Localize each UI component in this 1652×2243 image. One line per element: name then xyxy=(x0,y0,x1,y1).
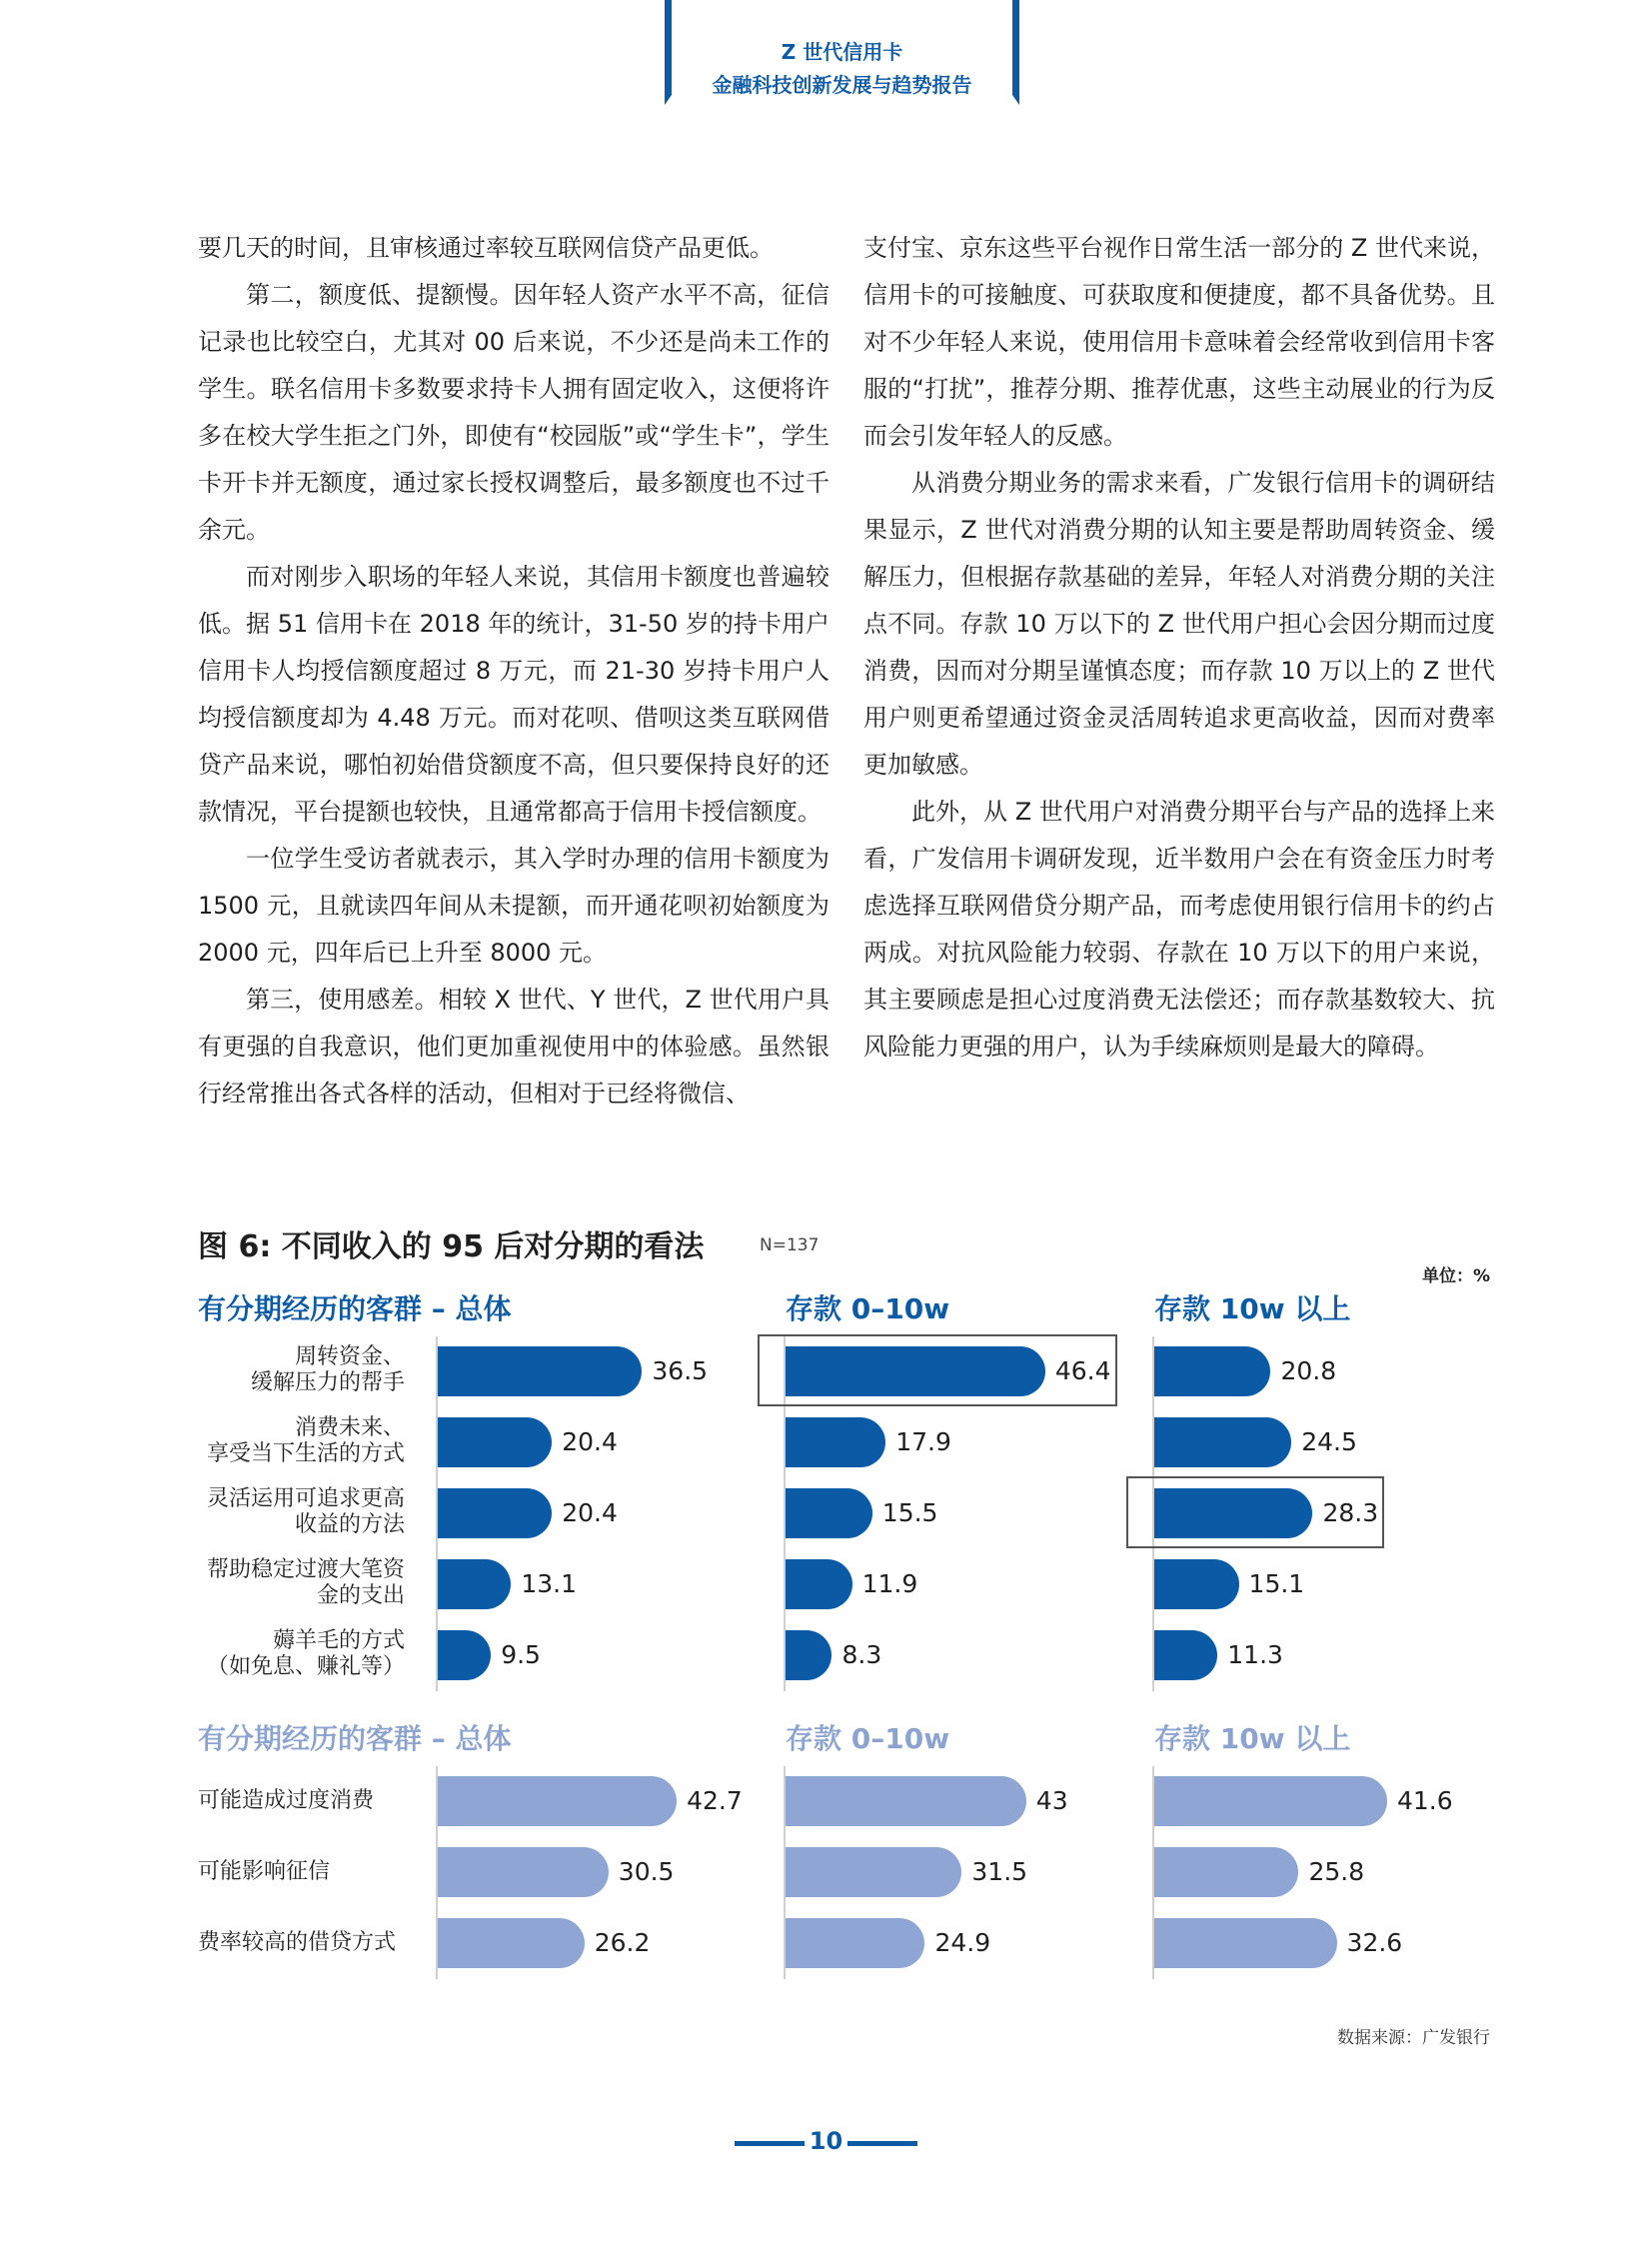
paragraph: 此外，从 Z 世代用户对消费分期平台与产品的选择上来看，广发信用卡调研发现，近半数用户会在有资金压力时考虑选择互联网借贷分期产品，而考虑使用银行信用卡的约占两成。对抗风险能力较弱、存款在 10 万以下的用户来说，其主要顾虑是担心过度消费无法偿还；而存款基数较大、抗风险能力更强的用户，认为手续麻烦则是最大的障碍。 xyxy=(863,798,1495,1061)
category-label-line: 享受当下生活的方式 xyxy=(206,1441,405,1466)
series-title: 存款 0–10w xyxy=(786,1722,950,1755)
data-label: 20.8 xyxy=(1280,1356,1337,1385)
bar xyxy=(438,1847,609,1897)
bar xyxy=(438,1918,585,1968)
bar xyxy=(786,1417,885,1467)
highlight-box xyxy=(1126,1476,1384,1548)
data-label: 24.5 xyxy=(1301,1427,1357,1456)
bar xyxy=(786,1776,1026,1826)
series-title: 存款 10w 以上 xyxy=(1154,1722,1351,1755)
category-label: 可能造成过度消费 xyxy=(198,1788,375,1813)
bar xyxy=(786,1488,872,1538)
bar xyxy=(1154,1918,1337,1968)
data-label: 15.1 xyxy=(1248,1569,1305,1598)
category-label-line: 薅羊毛的方式 xyxy=(272,1628,405,1653)
highlight-box xyxy=(758,1334,1117,1406)
bar xyxy=(1154,1847,1298,1897)
bar xyxy=(438,1776,677,1826)
category-label-line: 周转资金、 xyxy=(294,1344,405,1369)
data-label: 20.4 xyxy=(562,1427,618,1456)
data-label: 13.1 xyxy=(521,1569,578,1598)
header-tab-corner-left xyxy=(665,95,672,105)
category-label-line: 缓解压力的帮手 xyxy=(250,1370,405,1395)
bar xyxy=(438,1630,491,1680)
figure-title: 图 6: 不同收入的 95 后对分期的看法 xyxy=(198,1229,705,1264)
bar xyxy=(438,1346,642,1396)
data-label: 30.5 xyxy=(618,1857,675,1886)
category-label-line: （如免息、赚礼等） xyxy=(206,1654,405,1679)
data-label: 26.2 xyxy=(594,1928,651,1957)
data-label: 8.3 xyxy=(841,1640,882,1669)
bar xyxy=(1154,1776,1387,1826)
figure-sample-size: N=137 xyxy=(760,1235,820,1255)
category-label xyxy=(205,1628,405,1680)
left-text-column xyxy=(198,225,829,1118)
header-tab-corner-right xyxy=(1012,95,1019,105)
category-label-line: 消费未来、 xyxy=(294,1415,405,1440)
data-label: 11.3 xyxy=(1227,1640,1283,1669)
paragraph: 第二，额度低、提额慢。因年轻人资产水平不高，征信记录也比较空白，尤其对 00 后来说，不少还是尚未工作的学生。联名信用卡多数要求持卡人拥有固定收入，这便将许多在校大学生拒之门外，即使有“校园版”或“学生卡”，学生卡开卡并无额度，通过家长授权调整后，最多额度也不过千余元。 xyxy=(198,281,829,544)
data-label: 32.6 xyxy=(1346,1928,1403,1957)
series-title: 存款 10w 以上 xyxy=(1154,1292,1351,1325)
category-label-line: 灵活运用可追求更高 xyxy=(206,1486,405,1511)
data-label: 43 xyxy=(1035,1786,1068,1815)
bar xyxy=(786,1559,852,1609)
category-label xyxy=(205,1557,405,1609)
bar xyxy=(786,1847,961,1897)
paragraph: 第三，使用感差。相较 X 世代、Y 世代，Z 世代用户具有更强的自我意识，他们更加重视使用中的体验感。虽然银行经常推出各式各样的活动，但相对于已经将微信、 xyxy=(198,986,829,1108)
data-label: 9.5 xyxy=(501,1640,541,1669)
header-title: Z 世代信用卡 xyxy=(781,40,903,64)
data-label: 24.9 xyxy=(934,1928,991,1957)
paragraph: 要几天的时间，且审核通过率较互联网信贷产品更低。 xyxy=(198,234,774,262)
right-text-column xyxy=(863,225,1495,1071)
series-title: 有分期经历的客群 – 总体 xyxy=(198,1722,512,1755)
bar xyxy=(1154,1346,1270,1396)
bar xyxy=(438,1417,552,1467)
paragraph: 一位学生受访者就表示，其入学时办理的信用卡额度为 1500 元，且就读四年间从未提额，而开通花呗初始额度为 2000 元，四年后已上升至 8000 元。 xyxy=(198,845,829,967)
category-label-line: 帮助稳定过渡大笔资 xyxy=(206,1557,405,1582)
bar xyxy=(1154,1630,1217,1680)
category-label-line: 金的支出 xyxy=(316,1583,405,1608)
bar xyxy=(786,1630,831,1680)
data-label: 46.4 xyxy=(1054,1356,1111,1385)
data-label: 36.5 xyxy=(652,1356,709,1385)
data-label: 11.9 xyxy=(861,1569,918,1598)
bar xyxy=(1154,1417,1291,1467)
data-label: 15.5 xyxy=(881,1498,938,1527)
figure-unit: 单位：% xyxy=(1421,1266,1490,1286)
bar xyxy=(786,1918,924,1968)
bar xyxy=(438,1488,552,1538)
data-label: 17.9 xyxy=(895,1427,951,1456)
category-label xyxy=(205,1344,405,1396)
figure-source: 数据来源：广发银行 xyxy=(1337,2028,1490,2048)
paragraph: 支付宝、京东这些平台视作日常生活一部分的 Z 世代来说，信用卡的可接触度、可获取度和便捷度，都不具备优势。且对不少年轻人来说，使用信用卡意味着会经常收到信用卡客服的“打扰”，推荐分期、推荐优惠，这些主动展业的行为反而会引发年轻人的反感。 xyxy=(863,234,1495,450)
category-label: 费率较高的借贷方式 xyxy=(198,1930,397,1955)
data-label: 25.8 xyxy=(1308,1857,1365,1886)
category-label: 可能影响征信 xyxy=(198,1859,331,1884)
data-label: 28.3 xyxy=(1322,1498,1379,1527)
page-number: 10 xyxy=(809,2127,843,2155)
data-label: 31.5 xyxy=(971,1857,1028,1886)
paragraph: 而对刚步入职场的年轻人来说，其信用卡额度也普遍较低。据 51 信用卡在 2018 年的统计，31-50 岁的持卡用户信用卡人均授信额度超过 8 万元，而 21-30 岁持卡用户人均授信额度却为 4.48 万元。而对花呗、借呗这类互联网借贷产品来说，哪怕初始借贷额度不高，但只要保持良好的还款情况，平台提额也较快，且通常都高于信用卡授信额度。 xyxy=(198,563,829,826)
category-label xyxy=(205,1486,405,1538)
header-subtitle: 金融科技创新发展与趋势报告 xyxy=(712,73,972,97)
data-label: 41.6 xyxy=(1396,1786,1453,1815)
data-label: 42.7 xyxy=(687,1786,743,1815)
bar xyxy=(438,1559,511,1609)
bar xyxy=(1154,1559,1239,1609)
category-label xyxy=(205,1415,405,1467)
series-title: 有分期经历的客群 – 总体 xyxy=(198,1292,512,1325)
data-label: 20.4 xyxy=(562,1498,618,1527)
category-label-line: 收益的方法 xyxy=(294,1512,405,1537)
report-header-tab xyxy=(665,0,1019,95)
paragraph: 从消费分期业务的需求来看，广发银行信用卡的调研结果显示，Z 世代对消费分期的认知主要是帮助周转资金、缓解压力，但根据存款基础的差异，年轻人对消费分期的关注点不同。存款 10 万以下的 Z 世代用户担心会因分期而过度消费，因而对分期呈谨慎态度；而存款 10 万以上的 Z 世代用户则更希望通过资金灵活周转追求更高收益，因而对费率更加敏感。 xyxy=(863,469,1495,779)
series-title: 存款 0–10w xyxy=(786,1292,950,1325)
